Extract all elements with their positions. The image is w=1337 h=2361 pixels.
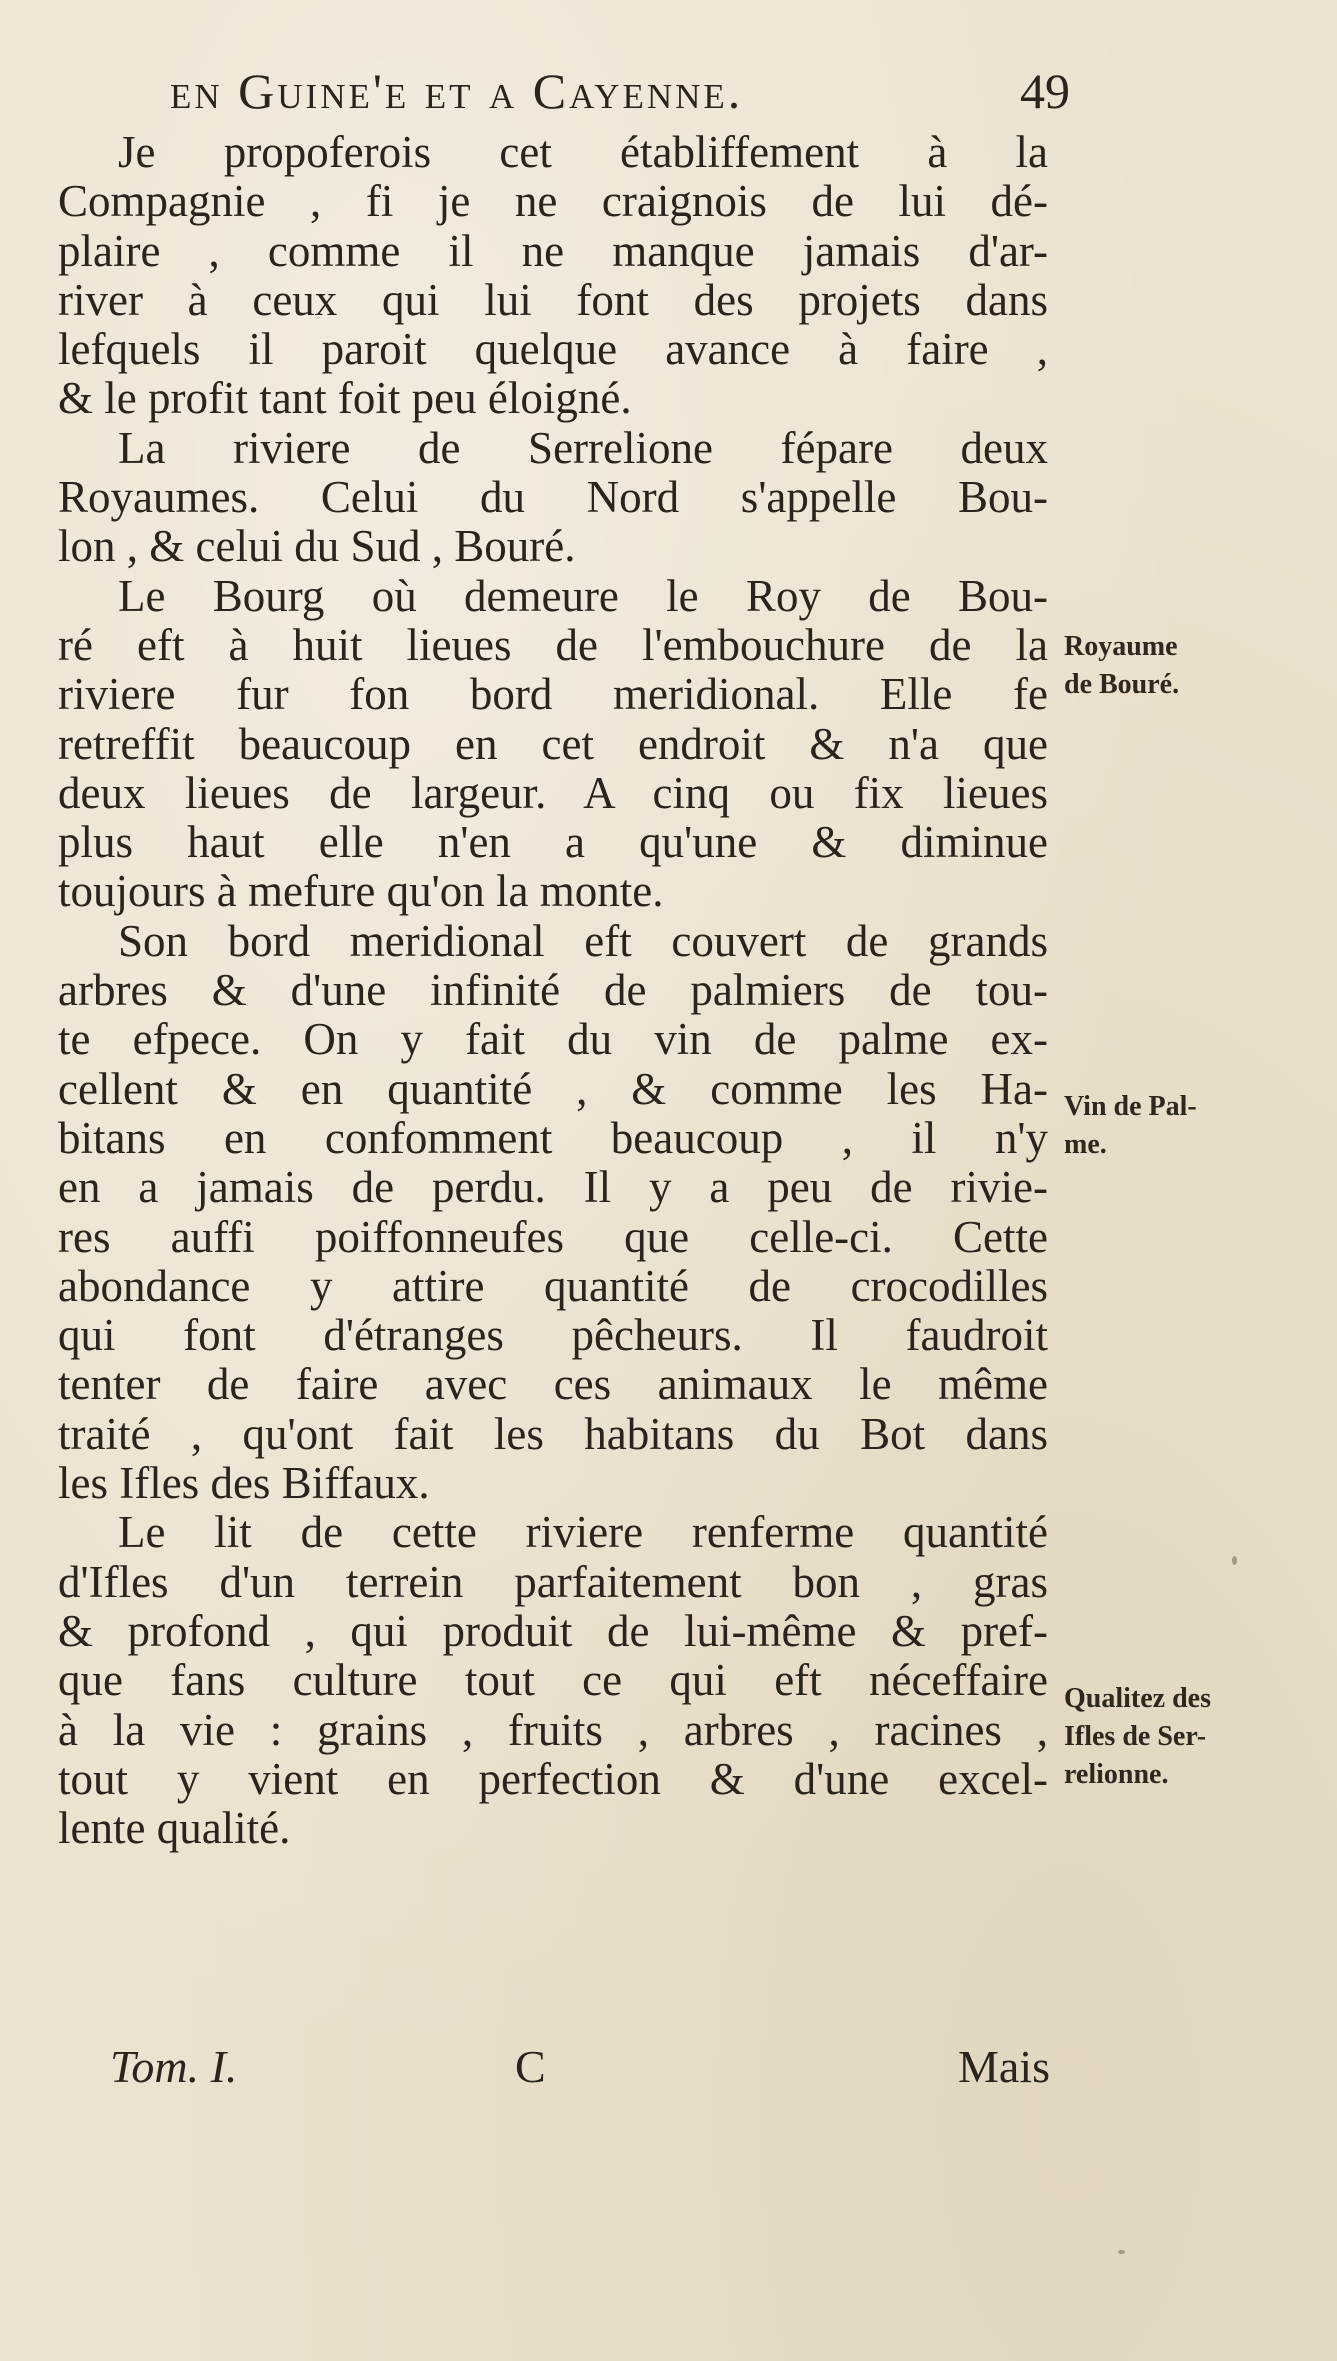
text-line: retreffit beaucoup en cet endroit & n'a que	[58, 718, 1048, 769]
text-line: Compagnie , fi je ne craignois de lui dé-	[58, 176, 1048, 227]
text-line: lon , & celui du Sud , Bouré.	[58, 521, 576, 572]
text-line: & le profit tant foit peu éloigné.	[58, 373, 632, 424]
text-line: traité , qu'ont fait les habitans du Bot dans	[58, 1408, 1048, 1459]
text-line: d'Ifles d'un terrein parfaitement bon , gras	[58, 1556, 1048, 1607]
text-line: plaire , comme il ne manque jamais d'ar-	[58, 225, 1048, 276]
paper-speck	[1232, 1556, 1237, 1565]
text-line: te efpece. On y fait du vin de palme ex-	[58, 1014, 1048, 1065]
text-line: que fans culture tout ce qui eft néceffaire	[58, 1655, 1048, 1706]
text-line: bitans en confomment beaucoup , il n'y	[58, 1112, 1048, 1163]
text-line: & profond , qui produit de lui-même & pref-	[58, 1605, 1048, 1656]
paper-speck	[1118, 2250, 1125, 2254]
margin-note-line: Ifles de Ser-	[1064, 1721, 1207, 1752]
signature-mark: C	[515, 2041, 546, 2092]
text-line: res auffi poiffonneufes que celle-ci. Cette	[58, 1211, 1048, 1262]
page-footer	[110, 2040, 1050, 2100]
text-line: qui font d'étranges pêcheurs. Il faudroit	[58, 1310, 1048, 1361]
page-number: 49	[1020, 63, 1070, 119]
text-line: tout y vient en perfection & d'une excel-	[58, 1753, 1048, 1804]
margin-note-vin-de-palme	[1064, 1088, 1314, 1164]
text-line: Le Bourg où demeure le Roy de Bou-	[118, 570, 1048, 621]
margin-note-line: Qualitez des	[1064, 1683, 1211, 1714]
text-line: à la vie : grains , fruits , arbres , racines ,	[58, 1704, 1048, 1755]
text-line: La riviere de Serrelione fépare deux	[118, 422, 1048, 473]
text-line: ré eft à huit lieues de l'embouchure de la	[58, 619, 1048, 670]
margin-note-line: me.	[1064, 1129, 1107, 1160]
text-line: deux lieues de largeur. A cinq ou fix lieues	[58, 767, 1048, 818]
text-line: Je propoferois cet établiffement à la	[118, 127, 1048, 177]
margin-note-royaume	[1064, 628, 1314, 704]
text-line: river à ceux qui lui font des projets dans	[58, 274, 1048, 325]
text-line: tenter de faire avec ces animaux le même	[58, 1359, 1048, 1410]
margin-note-qualitez	[1064, 1680, 1314, 1794]
text-line: plus haut elle n'en a qu'une & diminue	[58, 817, 1048, 868]
running-head: en Guine'e et a Cayenne.	[170, 63, 744, 119]
text-line: Le lit de cette riviere renferme quantité	[118, 1507, 1048, 1558]
text-line: Son bord meridional eft couvert de grands	[118, 915, 1048, 966]
body-text	[58, 128, 1048, 1853]
text-line: abondance y attire quantité de crocodilles	[58, 1260, 1048, 1311]
text-line: en a jamais de perdu. Il y a peu de rivie-	[58, 1162, 1048, 1213]
text-line: toujours à mefure qu'on la monte.	[58, 866, 664, 917]
text-line: Royaumes. Celui du Nord s'appelle Bou-	[58, 472, 1048, 523]
catchword: Mais	[958, 2041, 1050, 2092]
margin-note-line: relionne.	[1064, 1759, 1169, 1790]
text-line: riviere fur fon bord meridional. Elle fe	[58, 669, 1048, 720]
text-line: arbres & d'une infinité de palmiers de tou-	[58, 965, 1048, 1016]
text-line: cellent & en quantité , & comme les Ha-	[58, 1063, 1048, 1114]
text-line: les Ifles des Biffaux.	[58, 1458, 430, 1509]
page-header	[170, 62, 1070, 132]
margin-note-line: Royaume	[1064, 631, 1178, 662]
volume-mark: Tom. I.	[110, 2041, 238, 2092]
margin-note-line: Vin de Pal-	[1064, 1091, 1197, 1122]
text-line: lefquels il paroit quelque avance à faire ,	[58, 324, 1048, 375]
text-line: lente qualité.	[58, 1803, 291, 1854]
margin-note-line: de Bouré.	[1064, 669, 1180, 700]
